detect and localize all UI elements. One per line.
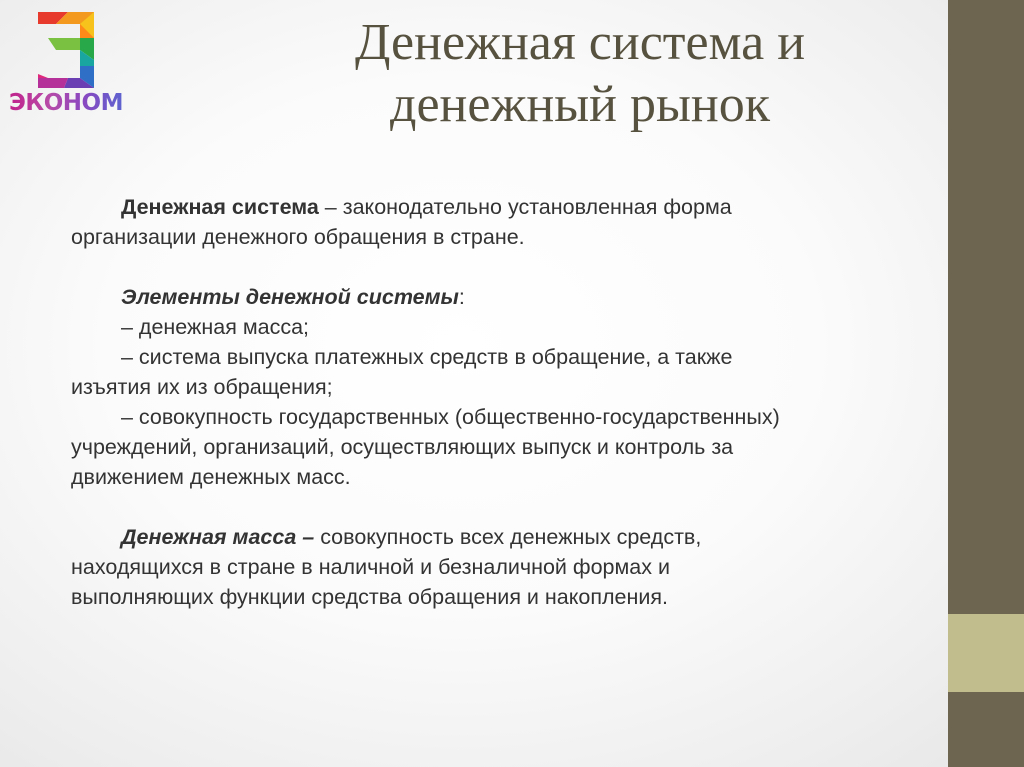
definition-1-line-2: организации денежного обращения в стране.	[71, 225, 525, 249]
elements-item: – совокупность государственных (общественно-государственных)	[121, 405, 780, 429]
elements-item: – система выпуска платежных средств в обращение, а также	[121, 345, 733, 369]
elements-item: – денежная масса;	[121, 315, 310, 339]
elements-heading-line	[71, 282, 931, 312]
definition-1-text: – законодательно установленная форма	[318, 195, 732, 219]
logo-mark-icon	[34, 8, 100, 92]
definition-1-line-1	[71, 192, 931, 222]
logo-text: ЭКОНОМ	[9, 90, 123, 116]
elements-heading-suffix: :	[458, 285, 465, 309]
logo	[8, 8, 124, 120]
elements-item-continuation: движением денежных масс.	[71, 465, 351, 489]
definition-2-line-3: выполняющих функции средства обращения и накопления.	[71, 585, 668, 609]
elements-item-continuation: изъятия их из обращения;	[71, 375, 333, 399]
elements-item-continuation: учреждений, организаций, осуществляющих выпуск и контроль за	[71, 435, 734, 459]
slide-body	[71, 192, 931, 612]
definition-2-text: совокупность всех денежных средств,	[314, 525, 702, 549]
page-title	[240, 12, 920, 136]
right-bar-accent-block	[948, 614, 1024, 692]
definition-2-term: Денежная масса –	[121, 525, 315, 549]
title-line-2: денежный рынок	[390, 76, 770, 133]
definition-2-line-1	[71, 522, 931, 552]
definition-2-line-2: находящихся в стране в наличной и безналичной формах и	[71, 555, 670, 579]
title-line-1: Денежная система и	[354, 14, 806, 71]
definition-1-term: Денежная система	[121, 195, 319, 219]
elements-heading: Элементы денежной системы	[121, 285, 459, 309]
